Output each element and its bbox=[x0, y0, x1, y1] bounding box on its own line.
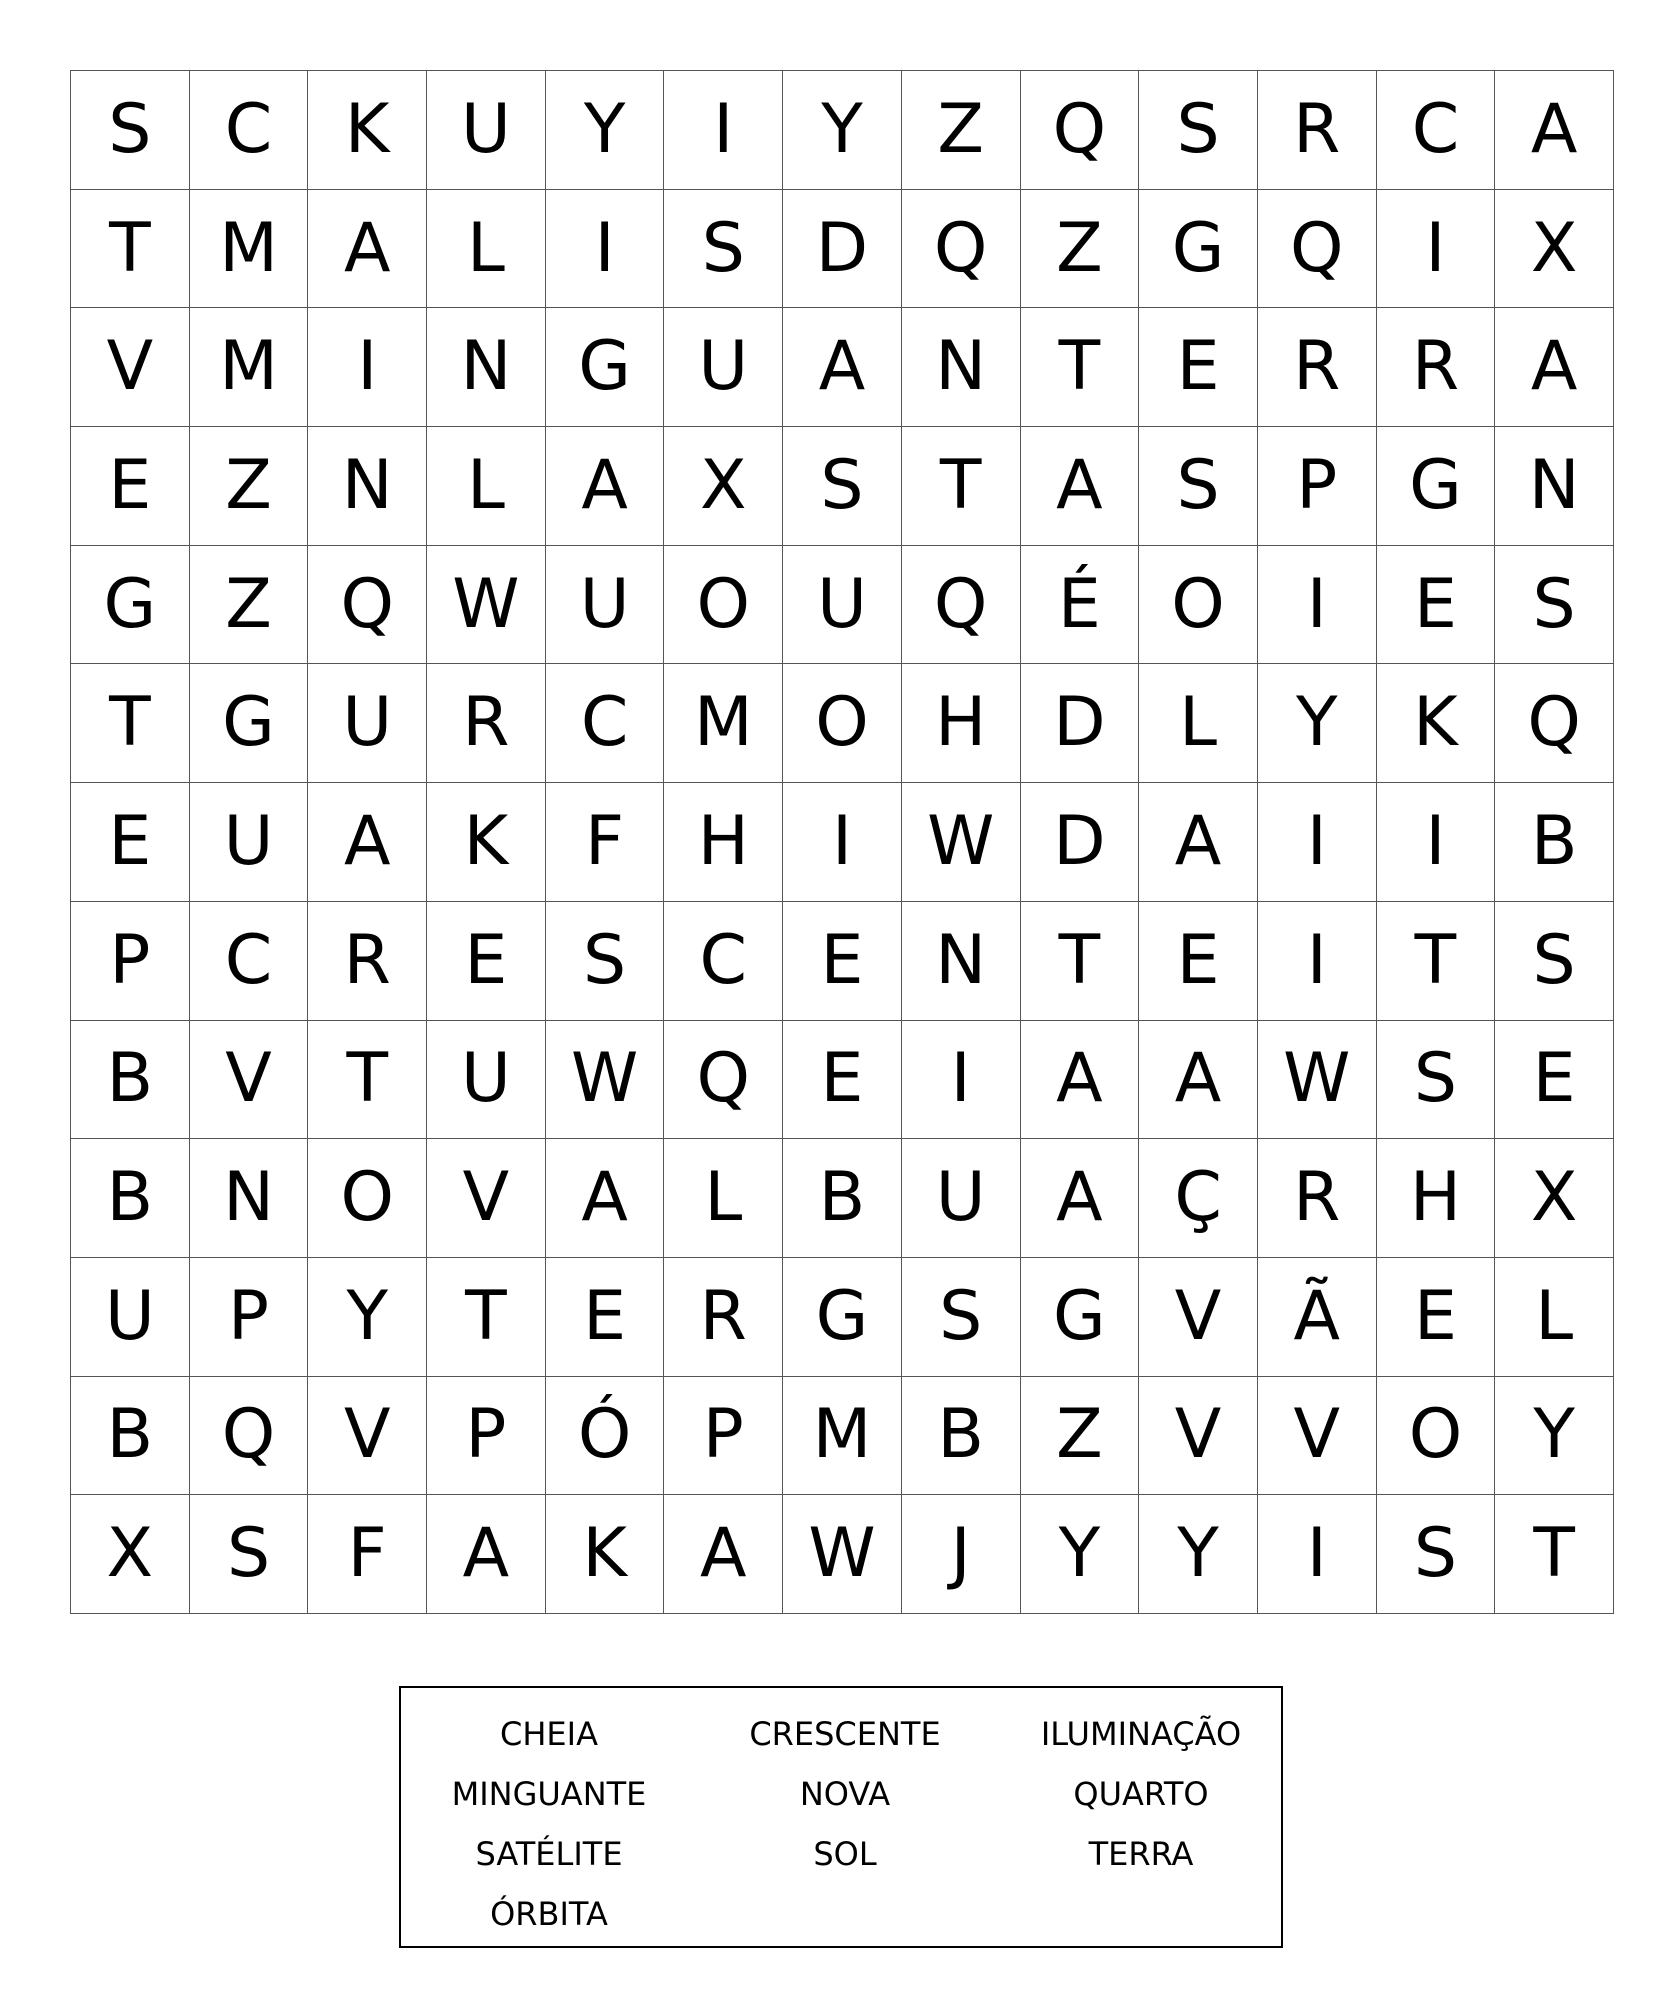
grid-cell-r10-c12[interactable]: L bbox=[1495, 1258, 1614, 1377]
grid-cell-r11-c12[interactable]: Y bbox=[1495, 1377, 1614, 1496]
grid-cell-r5-c3[interactable]: R bbox=[427, 664, 546, 783]
grid-cell-r9-c7[interactable]: U bbox=[902, 1139, 1021, 1258]
grid-cell-r6-c6[interactable]: I bbox=[783, 783, 902, 902]
grid-cell-r1-c7[interactable]: Q bbox=[902, 190, 1021, 309]
grid-cell-r1-c9[interactable]: G bbox=[1139, 190, 1258, 309]
word-list-item: ÓRBITA bbox=[490, 1895, 608, 1933]
grid-cell-r7-c3[interactable]: E bbox=[427, 902, 546, 1021]
grid-cell-r8-c6[interactable]: E bbox=[783, 1021, 902, 1140]
grid-cell-r11-c4[interactable]: Ó bbox=[546, 1377, 665, 1496]
grid-cell-r4-c6[interactable]: U bbox=[783, 546, 902, 665]
word-list-item: SOL bbox=[813, 1835, 877, 1873]
grid-cell-r6-c9[interactable]: A bbox=[1139, 783, 1258, 902]
word-list-item: SATÉLITE bbox=[475, 1835, 623, 1873]
grid-cell-r9-c4[interactable]: A bbox=[546, 1139, 665, 1258]
grid-cell-r2-c6[interactable]: A bbox=[783, 308, 902, 427]
word-list-item: TERRA bbox=[1088, 1835, 1194, 1873]
grid-cell-r11-c1[interactable]: Q bbox=[190, 1377, 309, 1496]
grid-cell-r0-c8[interactable]: Q bbox=[1021, 71, 1140, 190]
grid-cell-r9-c8[interactable]: A bbox=[1021, 1139, 1140, 1258]
word-search-grid bbox=[70, 70, 1614, 1614]
grid-cell-r9-c9[interactable]: Ç bbox=[1139, 1139, 1258, 1258]
grid-cell-r9-c12[interactable]: X bbox=[1495, 1139, 1614, 1258]
grid-cell-r2-c5[interactable]: U bbox=[664, 308, 783, 427]
grid-cell-r5-c2[interactable]: U bbox=[308, 664, 427, 783]
grid-cell-r1-c2[interactable]: A bbox=[308, 190, 427, 309]
grid-cell-r7-c4[interactable]: S bbox=[546, 902, 665, 1021]
grid-cell-r1-c3[interactable]: L bbox=[427, 190, 546, 309]
grid-cell-r2-c3[interactable]: N bbox=[427, 308, 546, 427]
grid-cell-r9-c6[interactable]: B bbox=[783, 1139, 902, 1258]
grid-cell-r3-c4[interactable]: A bbox=[546, 427, 665, 546]
grid-cell-r1-c12[interactable]: X bbox=[1495, 190, 1614, 309]
grid-cell-r9-c0[interactable]: B bbox=[71, 1139, 190, 1258]
grid-cell-r6-c7[interactable]: W bbox=[902, 783, 1021, 902]
grid-cell-r0-c10[interactable]: R bbox=[1258, 71, 1377, 190]
grid-cell-r5-c8[interactable]: D bbox=[1021, 664, 1140, 783]
grid-cell-r4-c3[interactable]: W bbox=[427, 546, 546, 665]
grid-cell-r4-c2[interactable]: Q bbox=[308, 546, 427, 665]
grid-cell-r2-c1[interactable]: M bbox=[190, 308, 309, 427]
grid-cell-r5-c7[interactable]: H bbox=[902, 664, 1021, 783]
grid-cell-r0-c3[interactable]: U bbox=[427, 71, 546, 190]
grid-cell-r6-c11[interactable]: I bbox=[1377, 783, 1496, 902]
grid-cell-r5-c6[interactable]: O bbox=[783, 664, 902, 783]
grid-cell-r7-c8[interactable]: T bbox=[1021, 902, 1140, 1021]
grid-cell-r2-c2[interactable]: I bbox=[308, 308, 427, 427]
grid-cell-r9-c11[interactable]: H bbox=[1377, 1139, 1496, 1258]
grid-cell-r7-c1[interactable]: C bbox=[190, 902, 309, 1021]
grid-cell-r8-c2[interactable]: T bbox=[308, 1021, 427, 1140]
grid-cell-r10-c9[interactable]: V bbox=[1139, 1258, 1258, 1377]
grid-cell-r3-c12[interactable]: N bbox=[1495, 427, 1614, 546]
grid-cell-r3-c6[interactable]: S bbox=[783, 427, 902, 546]
grid-cell-r3-c5[interactable]: X bbox=[664, 427, 783, 546]
grid-cell-r5-c5[interactable]: M bbox=[664, 664, 783, 783]
grid-cell-r12-c11[interactable]: S bbox=[1377, 1495, 1496, 1614]
grid-cell-r10-c11[interactable]: E bbox=[1377, 1258, 1496, 1377]
grid-cell-r4-c9[interactable]: O bbox=[1139, 546, 1258, 665]
grid-cell-r6-c4[interactable]: F bbox=[546, 783, 665, 902]
grid-cell-r0-c12[interactable]: A bbox=[1495, 71, 1614, 190]
grid-cell-r7-c7[interactable]: N bbox=[902, 902, 1021, 1021]
grid-cell-r5-c4[interactable]: C bbox=[546, 664, 665, 783]
grid-cell-r3-c2[interactable]: N bbox=[308, 427, 427, 546]
word-list-item: ILUMINAÇÃO bbox=[1040, 1715, 1242, 1753]
grid-cell-r4-c7[interactable]: Q bbox=[902, 546, 1021, 665]
grid-cell-r8-c9[interactable]: A bbox=[1139, 1021, 1258, 1140]
word-list bbox=[399, 1686, 1283, 1948]
grid-cell-r6-c1[interactable]: U bbox=[190, 783, 309, 902]
grid-cell-r3-c7[interactable]: T bbox=[902, 427, 1021, 546]
grid-cell-r6-c3[interactable]: K bbox=[427, 783, 546, 902]
grid-cell-r2-c4[interactable]: G bbox=[546, 308, 665, 427]
grid-cell-r9-c2[interactable]: O bbox=[308, 1139, 427, 1258]
grid-cell-r0-c1[interactable]: C bbox=[190, 71, 309, 190]
grid-cell-r0-c11[interactable]: C bbox=[1377, 71, 1496, 190]
grid-cell-r4-c5[interactable]: O bbox=[664, 546, 783, 665]
grid-cell-r3-c3[interactable]: L bbox=[427, 427, 546, 546]
grid-cell-r6-c2[interactable]: A bbox=[308, 783, 427, 902]
grid-cell-r12-c1[interactable]: S bbox=[190, 1495, 309, 1614]
grid-cell-r10-c6[interactable]: G bbox=[783, 1258, 902, 1377]
grid-cell-r2-c12[interactable]: A bbox=[1495, 308, 1614, 427]
grid-cell-r3-c10[interactable]: P bbox=[1258, 427, 1377, 546]
grid-cell-r0-c7[interactable]: Z bbox=[902, 71, 1021, 190]
grid-cell-r12-c3[interactable]: A bbox=[427, 1495, 546, 1614]
grid-cell-r9-c1[interactable]: N bbox=[190, 1139, 309, 1258]
grid-cell-r11-c0[interactable]: B bbox=[71, 1377, 190, 1496]
grid-cell-r11-c9[interactable]: V bbox=[1139, 1377, 1258, 1496]
grid-cell-r7-c9[interactable]: E bbox=[1139, 902, 1258, 1021]
grid-cell-r2-c0[interactable]: V bbox=[71, 308, 190, 427]
grid-cell-r5-c1[interactable]: G bbox=[190, 664, 309, 783]
grid-cell-r1-c8[interactable]: Z bbox=[1021, 190, 1140, 309]
word-list-item: MINGUANTE bbox=[451, 1775, 647, 1813]
grid-cell-r10-c0[interactable]: U bbox=[71, 1258, 190, 1377]
grid-cell-r8-c10[interactable]: W bbox=[1258, 1021, 1377, 1140]
grid-cell-r4-c12[interactable]: S bbox=[1495, 546, 1614, 665]
grid-cell-r1-c4[interactable]: I bbox=[546, 190, 665, 309]
grid-cell-r1-c1[interactable]: M bbox=[190, 190, 309, 309]
grid-cell-r8-c8[interactable]: A bbox=[1021, 1021, 1140, 1140]
grid-cell-r12-c9[interactable]: Y bbox=[1139, 1495, 1258, 1614]
grid-cell-r6-c12[interactable]: B bbox=[1495, 783, 1614, 902]
grid-cell-r0-c0[interactable]: S bbox=[71, 71, 190, 190]
grid-cell-r8-c11[interactable]: S bbox=[1377, 1021, 1496, 1140]
grid-cell-r6-c5[interactable]: H bbox=[664, 783, 783, 902]
grid-cell-r3-c8[interactable]: A bbox=[1021, 427, 1140, 546]
grid-cell-r12-c0[interactable]: X bbox=[71, 1495, 190, 1614]
grid-cell-r4-c0[interactable]: G bbox=[71, 546, 190, 665]
word-list-item: CRESCENTE bbox=[749, 1715, 941, 1753]
grid-cell-r12-c6[interactable]: W bbox=[783, 1495, 902, 1614]
grid-cell-r2-c8[interactable]: T bbox=[1021, 308, 1140, 427]
grid-cell-r11-c5[interactable]: P bbox=[664, 1377, 783, 1496]
word-list-item: QUARTO bbox=[1073, 1775, 1209, 1813]
grid-cell-r12-c8[interactable]: Y bbox=[1021, 1495, 1140, 1614]
grid-cell-r0-c5[interactable]: I bbox=[664, 71, 783, 190]
grid-cell-r9-c10[interactable]: R bbox=[1258, 1139, 1377, 1258]
grid-cell-r3-c1[interactable]: Z bbox=[190, 427, 309, 546]
grid-cell-r8-c3[interactable]: U bbox=[427, 1021, 546, 1140]
grid-cell-r8-c12[interactable]: E bbox=[1495, 1021, 1614, 1140]
grid-cell-r2-c11[interactable]: R bbox=[1377, 308, 1496, 427]
grid-cell-r7-c12[interactable]: S bbox=[1495, 902, 1614, 1021]
grid-cell-r8-c5[interactable]: Q bbox=[664, 1021, 783, 1140]
grid-cell-r5-c9[interactable]: L bbox=[1139, 664, 1258, 783]
grid-cell-r10-c3[interactable]: T bbox=[427, 1258, 546, 1377]
grid-cell-r9-c3[interactable]: V bbox=[427, 1139, 546, 1258]
grid-cell-r11-c6[interactable]: M bbox=[783, 1377, 902, 1496]
grid-cell-r10-c2[interactable]: Y bbox=[308, 1258, 427, 1377]
grid-cell-r4-c11[interactable]: E bbox=[1377, 546, 1496, 665]
grid-cell-r12-c4[interactable]: K bbox=[546, 1495, 665, 1614]
grid-cell-r10-c4[interactable]: E bbox=[546, 1258, 665, 1377]
grid-cell-r4-c4[interactable]: U bbox=[546, 546, 665, 665]
grid-cell-r1-c10[interactable]: Q bbox=[1258, 190, 1377, 309]
grid-cell-r2-c7[interactable]: N bbox=[902, 308, 1021, 427]
grid-cell-r0-c6[interactable]: Y bbox=[783, 71, 902, 190]
grid-cell-r8-c4[interactable]: W bbox=[546, 1021, 665, 1140]
grid-cell-r10-c7[interactable]: S bbox=[902, 1258, 1021, 1377]
grid-cell-r10-c1[interactable]: P bbox=[190, 1258, 309, 1377]
grid-cell-r6-c8[interactable]: D bbox=[1021, 783, 1140, 902]
grid-cell-r4-c1[interactable]: Z bbox=[190, 546, 309, 665]
grid-cell-r5-c12[interactable]: Q bbox=[1495, 664, 1614, 783]
grid-cell-r3-c9[interactable]: S bbox=[1139, 427, 1258, 546]
grid-cell-r11-c7[interactable]: B bbox=[902, 1377, 1021, 1496]
grid-cell-r4-c10[interactable]: I bbox=[1258, 546, 1377, 665]
grid-cell-r11-c11[interactable]: O bbox=[1377, 1377, 1496, 1496]
grid-cell-r3-c11[interactable]: G bbox=[1377, 427, 1496, 546]
grid-cell-r1-c11[interactable]: I bbox=[1377, 190, 1496, 309]
grid-cell-r12-c10[interactable]: I bbox=[1258, 1495, 1377, 1614]
grid-cell-r7-c11[interactable]: T bbox=[1377, 902, 1496, 1021]
grid-cell-r11-c10[interactable]: V bbox=[1258, 1377, 1377, 1496]
grid-cell-r11-c3[interactable]: P bbox=[427, 1377, 546, 1496]
grid-cell-r10-c5[interactable]: R bbox=[664, 1258, 783, 1377]
grid-cell-r12-c12[interactable]: T bbox=[1495, 1495, 1614, 1614]
grid-cell-r5-c10[interactable]: Y bbox=[1258, 664, 1377, 783]
grid-cell-r10-c10[interactable]: Ã bbox=[1258, 1258, 1377, 1377]
grid-cell-r6-c10[interactable]: I bbox=[1258, 783, 1377, 902]
grid-cell-r11-c8[interactable]: Z bbox=[1021, 1377, 1140, 1496]
grid-cell-r12-c5[interactable]: A bbox=[664, 1495, 783, 1614]
grid-cell-r5-c11[interactable]: K bbox=[1377, 664, 1496, 783]
grid-cell-r7-c2[interactable]: R bbox=[308, 902, 427, 1021]
grid-cell-r7-c6[interactable]: E bbox=[783, 902, 902, 1021]
grid-cell-r1-c0[interactable]: T bbox=[71, 190, 190, 309]
grid-cell-r8-c1[interactable]: V bbox=[190, 1021, 309, 1140]
grid-cell-r0-c2[interactable]: K bbox=[308, 71, 427, 190]
word-list-item: CHEIA bbox=[500, 1715, 598, 1753]
grid-cell-r1-c5[interactable]: S bbox=[664, 190, 783, 309]
grid-cell-r9-c5[interactable]: L bbox=[664, 1139, 783, 1258]
grid-cell-r0-c9[interactable]: S bbox=[1139, 71, 1258, 190]
grid-cell-r12-c7[interactable]: J bbox=[902, 1495, 1021, 1614]
grid-cell-r8-c7[interactable]: I bbox=[902, 1021, 1021, 1140]
grid-cell-r8-c0[interactable]: B bbox=[71, 1021, 190, 1140]
grid-cell-r1-c6[interactable]: D bbox=[783, 190, 902, 309]
grid-cell-r4-c8[interactable]: É bbox=[1021, 546, 1140, 665]
grid-cell-r7-c5[interactable]: C bbox=[664, 902, 783, 1021]
grid-cell-r12-c2[interactable]: F bbox=[308, 1495, 427, 1614]
grid-cell-r7-c0[interactable]: P bbox=[71, 902, 190, 1021]
grid-cell-r5-c0[interactable]: T bbox=[71, 664, 190, 783]
grid-cell-r11-c2[interactable]: V bbox=[308, 1377, 427, 1496]
grid-cell-r6-c0[interactable]: E bbox=[71, 783, 190, 902]
grid-cell-r7-c10[interactable]: I bbox=[1258, 902, 1377, 1021]
grid-cell-r2-c10[interactable]: R bbox=[1258, 308, 1377, 427]
grid-cell-r3-c0[interactable]: E bbox=[71, 427, 190, 546]
grid-cell-r10-c8[interactable]: G bbox=[1021, 1258, 1140, 1377]
grid-cell-r2-c9[interactable]: E bbox=[1139, 308, 1258, 427]
word-list-item: NOVA bbox=[799, 1775, 891, 1813]
grid-cell-r0-c4[interactable]: Y bbox=[546, 71, 665, 190]
